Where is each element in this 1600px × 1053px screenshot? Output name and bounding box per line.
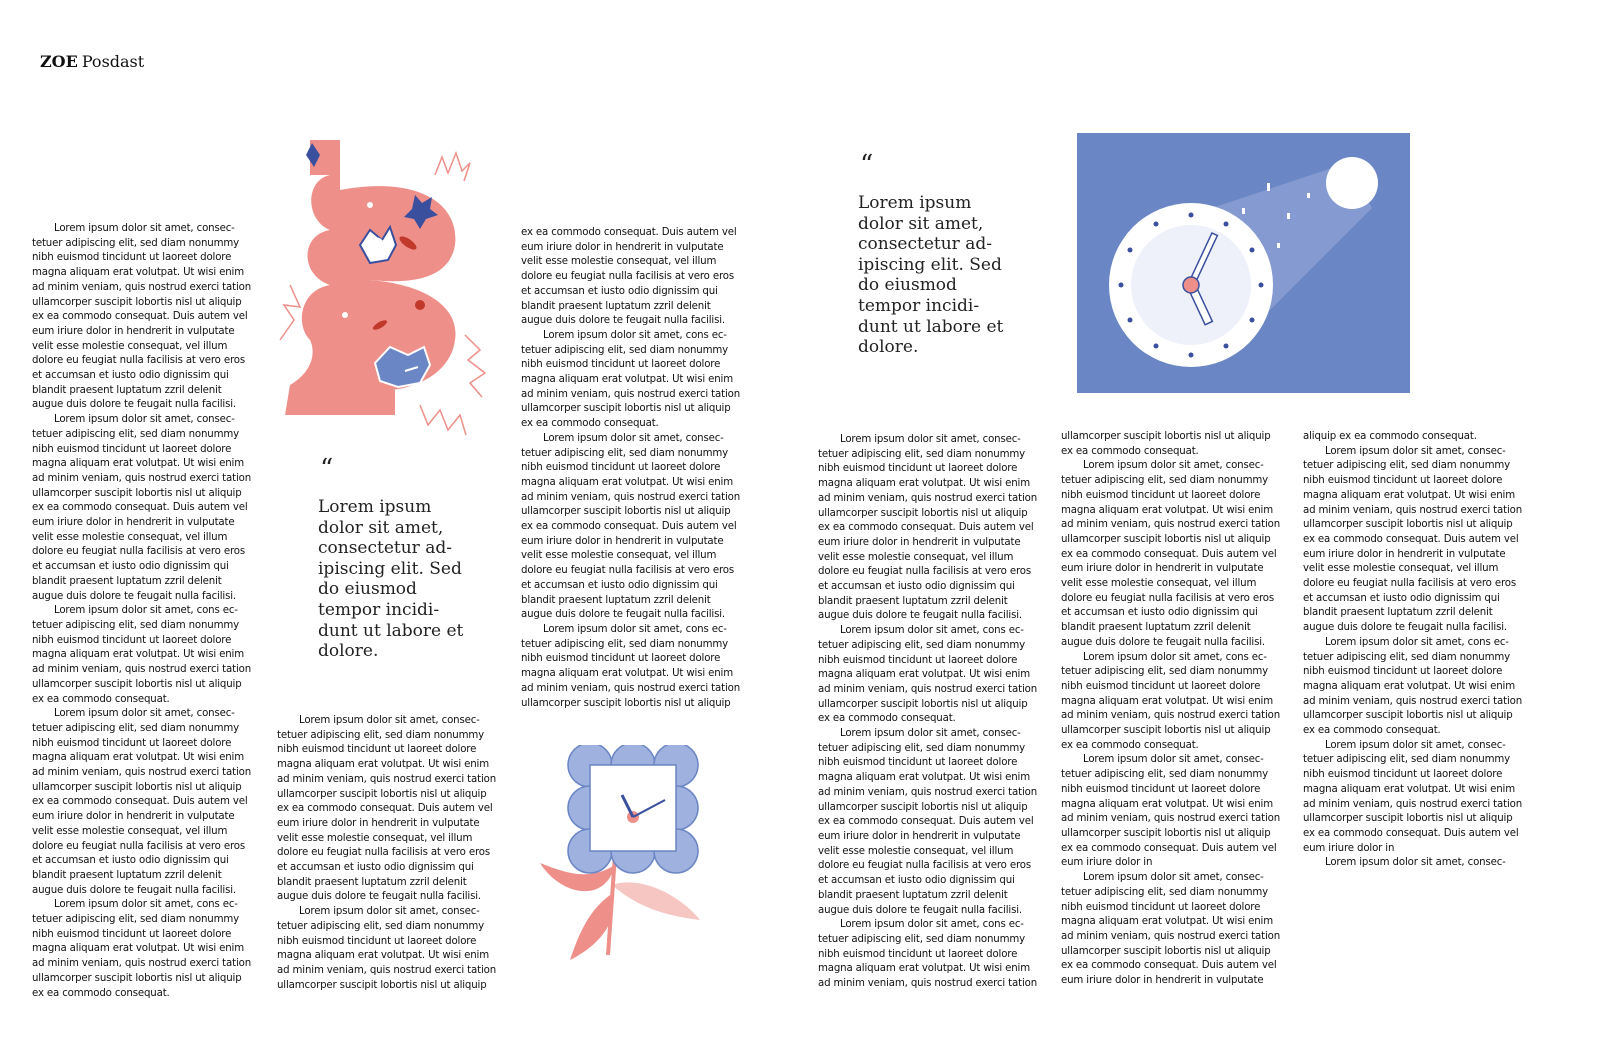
text-line: augue duis dolore te feugait nulla facilisi. <box>521 609 725 621</box>
text-line: nibh euismod tincidunt ut laoreet dolore <box>818 757 1018 769</box>
text-line: Lorem ipsum dolor sit amet, cons ec- <box>543 623 727 635</box>
text-line: ad minim veniam, quis nostrud exerci tation <box>818 492 1038 504</box>
paragraph <box>1303 856 1528 871</box>
text-line: Lorem ipsum dolor sit amet, cons ec- <box>840 625 1024 637</box>
text-line: Lorem ipsum dolor sit amet, consec- <box>54 414 235 426</box>
text-line: magna aliquam erat volutpat. Ut wisi enim <box>32 458 245 470</box>
quote-mark: “ <box>320 454 334 484</box>
text-line: nibh euismod tincidunt ut laoreet dolore <box>1061 489 1261 501</box>
paragraph <box>1061 871 1286 989</box>
paragraph <box>521 329 746 432</box>
paragraph <box>818 624 1043 727</box>
quote-line: tempor incidi- <box>858 295 980 316</box>
text-line: et accumsan et iusto odio dignissim qui <box>32 561 229 573</box>
text-line: ex ea commodo consequat. Duis autem vel <box>1061 960 1277 972</box>
text-line: eum iriure dolor in hendrerit in vulputate <box>818 830 1021 842</box>
paragraph <box>1303 636 1528 739</box>
text-line: magna aliquam erat volutpat. Ut wisi enim <box>818 669 1031 681</box>
text-line: nibh euismod tincidunt ut laoreet dolore <box>818 463 1018 475</box>
text-line: ullamcorper suscipit lobortis nisl ut aliquip <box>277 788 487 800</box>
text-line: ullamcorper suscipit lobortis nisl ut aliquip <box>818 801 1028 813</box>
quote-line: dolore. <box>858 337 919 358</box>
paragraph <box>277 714 502 905</box>
text-line: ullamcorper suscipit lobortis nisl ut aliquip <box>818 507 1028 519</box>
paragraph <box>1061 753 1286 871</box>
text-line: ad minim veniam, quis nostrud exerci tation <box>818 683 1038 695</box>
paragraph <box>818 433 1043 624</box>
text-line: ullamcorper suscipit lobortis nisl ut aliquip <box>818 698 1028 710</box>
quote-line: Lorem ipsum <box>858 193 972 213</box>
text-line: dolore eu feugiat nulla facilisis at vero eros <box>32 355 246 367</box>
quote-mark: “ <box>860 150 874 180</box>
text-column-5 <box>1061 430 1286 989</box>
text-line: ad minim veniam, quis nostrud exerci tation <box>1061 813 1281 825</box>
text-line: nibh euismod tincidunt ut laoreet dolore <box>521 462 721 474</box>
quote-line: ipiscing elit. Sed <box>318 558 462 579</box>
text-line: ex ea commodo consequat. Duis autem vel <box>1303 533 1519 545</box>
text-line: et accumsan et iusto odio dignissim qui <box>32 855 229 867</box>
text-line: ullamcorper suscipit lobortis nisl ut aliquip <box>1303 710 1513 722</box>
text-line: et accumsan et iusto odio dignissim qui <box>818 875 1015 887</box>
text-line: ad minim veniam, quis nostrud exerci tation <box>277 773 497 785</box>
text-line: ullamcorper suscipit lobortis nisl ut aliquip <box>1061 533 1271 545</box>
text-line: magna aliquam erat volutpat. Ut wisi enim <box>521 374 734 386</box>
quote-line: do eiusmod <box>318 579 417 600</box>
text-line: aliquip ex ea commodo consequat. <box>1303 431 1477 442</box>
text-line: ad minim veniam, quis nostrud exerci tation <box>521 388 741 400</box>
text-line: ex ea commodo consequat. Duis autem vel <box>277 803 493 815</box>
paragraph <box>32 222 257 413</box>
text-line: magna aliquam erat volutpat. Ut wisi enim <box>1061 695 1274 707</box>
text-line: augue duis dolore te feugait nulla facilisi. <box>1303 622 1507 634</box>
text-line: Lorem ipsum dolor sit amet, consec- <box>299 906 480 918</box>
text-line: blandit praesent luptatum zzril delenit <box>1061 622 1251 634</box>
paragraph <box>1061 651 1286 754</box>
paragraph <box>32 413 257 604</box>
text-line: ullamcorper suscipit lobortis nisl ut aliquip <box>521 506 731 518</box>
text-line: dolore eu feugiat nulla facilisis at vero eros <box>1303 578 1517 590</box>
text-line: ullamcorper suscipit lobortis nisl ut aliquip <box>1303 519 1513 531</box>
text-line: et accumsan et iusto odio dignissim qui <box>521 579 718 591</box>
text-line: dolore eu feugiat nulla facilisis at vero eros <box>818 566 1032 578</box>
flower-clock-illustration <box>530 745 720 960</box>
text-line: ex ea commodo consequat. <box>1061 739 1199 751</box>
text-line: Lorem ipsum dolor sit amet, consec- <box>299 715 480 726</box>
text-line: nibh euismod tincidunt ut laoreet dolore <box>1303 475 1503 487</box>
text-column-3 <box>521 226 746 711</box>
text-line: magna aliquam erat volutpat. Ut wisi enim <box>1303 489 1516 501</box>
text-line: nibh euismod tincidunt ut laoreet dolore <box>277 744 477 756</box>
quote-line: dolor sit amet, <box>858 213 984 234</box>
text-line: blandit praesent luptatum zzril delenit <box>32 384 222 396</box>
paragraph <box>277 905 502 993</box>
text-line: ad minim veniam, quis nostrud exerci tation <box>32 281 252 293</box>
text-line: nibh euismod tincidunt ut laoreet dolore <box>818 948 1018 960</box>
text-line: velit esse molestie consequat, vel illum <box>521 256 717 268</box>
text-line: nibh euismod tincidunt ut laoreet dolore <box>32 928 232 940</box>
paragraph <box>521 623 746 711</box>
text-line: Lorem ipsum dolor sit amet, cons ec- <box>543 329 727 341</box>
text-line: magna aliquam erat volutpat. Ut wisi enim <box>1061 916 1274 928</box>
quote-line: do eiusmod <box>858 275 957 296</box>
text-line: ex ea commodo consequat. Duis autem vel <box>818 522 1034 534</box>
text-line: tetuer adipiscing elit, sed diam nonummy <box>32 914 240 926</box>
text-line: ex ea commodo consequat. <box>32 987 170 999</box>
paragraph <box>1303 430 1528 445</box>
text-line: tetuer adipiscing elit, sed diam nonummy <box>521 344 729 356</box>
text-line: ad minim veniam, quis nostrud exerci tation <box>521 491 741 503</box>
text-line: tetuer adipiscing elit, sed diam nonummy <box>277 729 485 741</box>
text-line: Lorem ipsum dolor sit amet, consec- <box>1325 445 1506 457</box>
text-line: dolore eu feugiat nulla facilisis at vero eros <box>1061 592 1275 604</box>
text-line: Lorem ipsum dolor sit amet, consec- <box>1083 754 1264 766</box>
text-line: magna aliquam erat volutpat. Ut wisi enim <box>277 759 490 771</box>
paragraph <box>521 432 746 623</box>
text-line: Lorem ipsum dolor sit amet, consec- <box>1325 739 1506 751</box>
text-line: augue duis dolore te feugait nulla facilisi. <box>32 399 236 411</box>
text-line: blandit praesent luptatum zzril delenit <box>818 889 1008 901</box>
text-line: eum iriure dolor in hendrerit in vulputate <box>521 535 724 547</box>
text-line: augue duis dolore te feugait nulla facilisi. <box>32 884 236 896</box>
text-line: tetuer adipiscing elit, sed diam nonummy <box>32 722 240 734</box>
text-line: blandit praesent luptatum zzril delenit <box>1303 607 1493 619</box>
text-line: ullamcorper suscipit lobortis nisl ut aliquip <box>1061 827 1271 839</box>
text-line: eum iriure dolor in hendrerit in vulputate <box>1303 548 1506 560</box>
text-line: ullamcorper suscipit lobortis nisl ut aliquip <box>277 979 487 991</box>
text-line: Lorem ipsum dolor sit amet, cons ec- <box>840 919 1024 931</box>
text-line: dolore eu feugiat nulla facilisis at vero eros <box>818 860 1032 872</box>
text-line: ex ea commodo consequat. <box>32 693 170 705</box>
text-line: magna aliquam erat volutpat. Ut wisi enim <box>32 267 245 279</box>
text-line: augue duis dolore te feugait nulla facilisi. <box>32 590 236 602</box>
quote-line: ipiscing elit. Sed <box>858 254 1002 275</box>
text-line: et accumsan et iusto odio dignissim qui <box>32 370 229 382</box>
text-line: ad minim veniam, quis nostrud exerci tation <box>32 664 252 676</box>
text-line: blandit praesent luptatum zzril delenit <box>32 575 222 587</box>
text-line: ex ea commodo consequat. Duis autem vel <box>521 521 737 533</box>
text-line: velit esse molestie consequat, vel illum <box>32 825 228 837</box>
quote-line: dunt ut labore et <box>318 620 464 641</box>
text-line: nibh euismod tincidunt ut laoreet dolore <box>521 653 721 665</box>
text-line: et accumsan et iusto odio dignissim qui <box>521 285 718 297</box>
text-line: augue duis dolore te feugait nulla facilisi. <box>1061 636 1265 648</box>
text-line: ad minim veniam, quis nostrud exerci tation <box>1303 798 1523 810</box>
text-line: tetuer adipiscing elit, sed diam nonummy <box>1303 460 1511 472</box>
text-line: eum iriure dolor in hendrerit in vulputate <box>32 325 235 337</box>
text-line: blandit praesent luptatum zzril delenit <box>521 594 711 606</box>
paragraph <box>1303 739 1528 857</box>
text-line: ad minim veniam, quis nostrud exerci tation <box>32 767 252 779</box>
text-line: ullamcorper suscipit lobortis nisl ut aliquip <box>1061 431 1271 442</box>
paragraph <box>1061 459 1286 650</box>
text-line: tetuer adipiscing elit, sed diam nonummy <box>1303 754 1511 766</box>
text-line: magna aliquam erat volutpat. Ut wisi enim <box>818 963 1031 975</box>
text-line: nibh euismod tincidunt ut laoreet dolore <box>1061 680 1261 692</box>
text-line: nibh euismod tincidunt ut laoreet dolore <box>32 634 232 646</box>
text-line: tetuer adipiscing elit, sed diam nonummy <box>818 448 1026 460</box>
text-line: ex ea commodo consequat. Duis autem vel <box>521 227 737 238</box>
text-line: velit esse molestie consequat, vel illum <box>521 550 717 562</box>
text-line: ad minim veniam, quis nostrud exerci tation <box>277 964 497 976</box>
text-line: nibh euismod tincidunt ut laoreet dolore <box>32 252 232 264</box>
text-line: Lorem ipsum dolor sit amet, consec- <box>840 434 1021 445</box>
text-line: Lorem ipsum dolor sit amet, consec- <box>543 432 724 444</box>
text-line: magna aliquam erat volutpat. Ut wisi enim <box>1061 504 1274 516</box>
text-line: ad minim veniam, quis nostrud exerci tation <box>818 786 1038 798</box>
text-line: ad minim veniam, quis nostrud exerci tation <box>1303 504 1523 516</box>
text-line: velit esse molestie consequat, vel illum <box>277 832 473 844</box>
text-column-6 <box>1303 430 1528 871</box>
text-line: magna aliquam erat volutpat. Ut wisi enim <box>521 668 734 680</box>
text-line: magna aliquam erat volutpat. Ut wisi enim <box>1061 798 1274 810</box>
brand-rest: Posdast <box>81 52 145 71</box>
text-line: tetuer adipiscing elit, sed diam nonummy <box>818 742 1026 754</box>
text-line: ullamcorper suscipit lobortis nisl ut aliquip <box>32 487 242 499</box>
paragraph <box>818 727 1043 918</box>
text-line: ex ea commodo consequat. <box>521 418 659 430</box>
paragraph <box>1303 445 1528 636</box>
text-line: nibh euismod tincidunt ut laoreet dolore <box>521 359 721 371</box>
paragraph <box>521 226 746 329</box>
text-line: dolore eu feugiat nulla facilisis at vero eros <box>521 271 735 283</box>
text-line: eum iriure dolor in hendrerit in vulputate <box>32 517 235 529</box>
text-line: Lorem ipsum dolor sit amet, cons ec- <box>54 899 238 911</box>
text-line: et accumsan et iusto odio dignissim qui <box>277 862 474 874</box>
text-line: ad minim veniam, quis nostrud exerci tation <box>1303 695 1523 707</box>
text-line: ullamcorper suscipit lobortis nisl ut aliquip <box>32 678 242 690</box>
text-line: eum iriure dolor in hendrerit in vulputate <box>818 536 1021 548</box>
text-line: ad minim veniam, quis nostrud exerci tation <box>521 682 741 694</box>
text-line: tetuer adipiscing elit, sed diam nonummy <box>521 447 729 459</box>
text-line: ullamcorper suscipit lobortis nisl ut aliquip <box>32 781 242 793</box>
text-line: velit esse molestie consequat, vel illum <box>818 845 1014 857</box>
text-line: Lorem ipsum dolor sit amet, consec- <box>1083 872 1264 884</box>
text-line: ex ea commodo consequat. Duis autem vel <box>1061 842 1277 854</box>
text-line: tetuer adipiscing elit, sed diam nonummy <box>818 639 1026 651</box>
text-column-2 <box>277 714 502 993</box>
quote-line: consectetur ad- <box>858 234 992 255</box>
text-line: Lorem ipsum dolor sit amet, consec- <box>54 223 235 234</box>
text-line: velit esse molestie consequat, vel illum <box>32 531 228 543</box>
text-line: Lorem ipsum dolor sit amet, cons ec- <box>1083 651 1267 663</box>
text-line: tetuer adipiscing elit, sed diam nonummy <box>1303 651 1511 663</box>
text-line: ex ea commodo consequat. <box>818 713 956 725</box>
text-line: ex ea commodo consequat. <box>1061 445 1199 457</box>
text-line: ex ea commodo consequat. Duis autem vel <box>32 311 248 323</box>
text-line: dolore eu feugiat nulla facilisis at vero eros <box>521 565 735 577</box>
text-line: magna aliquam erat volutpat. Ut wisi enim <box>521 476 734 488</box>
text-line: nibh euismod tincidunt ut laoreet dolore <box>32 737 232 749</box>
text-line: ex ea commodo consequat. <box>1303 725 1441 737</box>
text-line: ex ea commodo consequat. Duis autem vel <box>1061 548 1277 560</box>
quote-line: tempor incidi- <box>318 599 440 620</box>
paragraph <box>32 707 257 898</box>
text-line: blandit praesent luptatum zzril delenit <box>277 876 467 888</box>
text-line: nibh euismod tincidunt ut laoreet dolore <box>32 443 232 455</box>
text-line: magna aliquam erat volutpat. Ut wisi enim <box>818 478 1031 490</box>
text-line: ex ea commodo consequat. Duis autem vel <box>32 502 248 514</box>
paragraph <box>1061 430 1286 459</box>
text-line: tetuer adipiscing elit, sed diam nonummy <box>1061 769 1269 781</box>
quote-line: dolor sit amet, <box>318 517 444 538</box>
text-line: magna aliquam erat volutpat. Ut wisi enim <box>818 772 1031 784</box>
text-line: ad minim veniam, quis nostrud exerci tation <box>1061 930 1281 942</box>
brand <box>40 52 144 71</box>
text-line: blandit praesent luptatum zzril delenit <box>521 300 711 312</box>
text-line: velit esse molestie consequat, vel illum <box>818 551 1014 563</box>
text-line: blandit praesent luptatum zzril delenit <box>32 869 222 881</box>
text-line: magna aliquam erat volutpat. Ut wisi enim <box>32 649 245 661</box>
text-line: ullamcorper suscipit lobortis nisl ut aliquip <box>1061 725 1271 737</box>
text-line: nibh euismod tincidunt ut laoreet dolore <box>1061 901 1261 913</box>
text-line: Lorem ipsum dolor sit amet, cons ec- <box>54 605 238 617</box>
text-line: ex ea commodo consequat. Duis autem vel <box>32 796 248 808</box>
pull-quote <box>318 497 463 662</box>
text-line: ad minim veniam, quis nostrud exerci tation <box>1061 710 1281 722</box>
text-line: et accumsan et iusto odio dignissim qui <box>1303 592 1500 604</box>
text-line: ullamcorper suscipit lobortis nisl ut aliquip <box>32 972 242 984</box>
paragraph <box>818 918 1043 992</box>
text-line: Lorem ipsum dolor sit amet, consec- <box>840 728 1021 740</box>
text-line: augue duis dolore te feugait nulla facilisi. <box>818 904 1022 916</box>
quote-line: consectetur ad- <box>318 538 452 559</box>
text-line: et accumsan et iusto odio dignissim qui <box>1061 607 1258 619</box>
text-line: Lorem ipsum dolor sit amet, consec- <box>1325 857 1506 869</box>
text-line: velit esse molestie consequat, vel illum <box>1303 563 1499 575</box>
paragraph <box>32 604 257 707</box>
text-line: ullamcorper suscipit lobortis nisl ut aliquip <box>521 697 731 709</box>
text-line: ullamcorper suscipit lobortis nisl ut aliquip <box>1061 945 1271 957</box>
text-line: eum iriure dolor in hendrerit in vulputate <box>521 241 724 253</box>
text-line: Lorem ipsum dolor sit amet, cons ec- <box>1325 636 1509 648</box>
quote-line: dolore. <box>318 641 379 662</box>
text-line: tetuer adipiscing elit, sed diam nonummy <box>32 619 240 631</box>
text-line: ullamcorper suscipit lobortis nisl ut aliquip <box>1303 813 1513 825</box>
text-line: eum iriure dolor in hendrerit in vulputate <box>1061 975 1264 987</box>
text-line: eum iriure dolor in hendrerit in vulputate <box>1061 563 1264 575</box>
text-line: ex ea commodo consequat. Duis autem vel <box>1303 827 1519 839</box>
text-line: magna aliquam erat volutpat. Ut wisi enim <box>32 943 245 955</box>
text-line: magna aliquam erat volutpat. Ut wisi enim <box>1303 783 1516 795</box>
quote-line: Lorem ipsum <box>318 497 432 517</box>
text-line: blandit praesent luptatum zzril delenit <box>818 595 1008 607</box>
brand-bold: ZOE <box>40 52 78 71</box>
text-line: augue duis dolore te feugait nulla facilisi. <box>277 891 481 903</box>
text-line: nibh euismod tincidunt ut laoreet dolore <box>1061 783 1261 795</box>
text-line: eum iriure dolor in <box>1303 842 1395 854</box>
text-line: tetuer adipiscing elit, sed diam nonummy <box>1061 475 1269 487</box>
text-line: velit esse molestie consequat, vel illum <box>1061 578 1257 590</box>
text-line: nibh euismod tincidunt ut laoreet dolore <box>1303 769 1503 781</box>
text-line: Lorem ipsum dolor sit amet, consec- <box>1083 460 1264 472</box>
text-line: ad minim veniam, quis nostrud exerci tation <box>32 958 252 970</box>
text-line: ullamcorper suscipit lobortis nisl ut aliquip <box>32 296 242 308</box>
text-line: tetuer adipiscing elit, sed diam nonummy <box>32 428 240 440</box>
comet-clock-illustration <box>1077 133 1410 393</box>
text-line: Lorem ipsum dolor sit amet, consec- <box>54 708 235 720</box>
text-line: nibh euismod tincidunt ut laoreet dolore <box>277 935 477 947</box>
gut-illustration <box>270 135 500 445</box>
text-line: dolore eu feugiat nulla facilisis at vero eros <box>32 546 246 558</box>
text-line: magna aliquam erat volutpat. Ut wisi enim <box>277 950 490 962</box>
text-line: eum iriure dolor in hendrerit in vulputate <box>277 817 480 829</box>
paragraph <box>32 898 257 1001</box>
text-line: ex ea commodo consequat. Duis autem vel <box>818 816 1034 828</box>
text-line: dolore eu feugiat nulla facilisis at vero eros <box>277 847 491 859</box>
text-line: velit esse molestie consequat, vel illum <box>32 340 228 352</box>
text-line: ullamcorper suscipit lobortis nisl ut aliquip <box>521 403 731 415</box>
pull-quote <box>858 193 1003 358</box>
text-line: tetuer adipiscing elit, sed diam nonummy <box>1061 886 1269 898</box>
text-line: eum iriure dolor in hendrerit in vulputate <box>32 811 235 823</box>
text-column-4 <box>818 433 1043 992</box>
text-line: eum iriure dolor in <box>1061 857 1153 869</box>
text-line: ad minim veniam, quis nostrud exerci tation <box>1061 519 1281 531</box>
text-line: tetuer adipiscing elit, sed diam nonummy <box>521 638 729 650</box>
text-line: ad minim veniam, quis nostrud exerci tation <box>818 978 1038 990</box>
text-column-1 <box>32 222 257 1001</box>
text-line: magna aliquam erat volutpat. Ut wisi enim <box>1303 680 1516 692</box>
text-line: et accumsan et iusto odio dignissim qui <box>818 581 1015 593</box>
text-line: tetuer adipiscing elit, sed diam nonummy <box>32 237 240 249</box>
text-line: nibh euismod tincidunt ut laoreet dolore <box>818 654 1018 666</box>
text-line: magna aliquam erat volutpat. Ut wisi enim <box>32 752 245 764</box>
quote-line: dunt ut labore et <box>858 316 1004 337</box>
text-line: ad minim veniam, quis nostrud exerci tation <box>32 472 252 484</box>
text-line: tetuer adipiscing elit, sed diam nonummy <box>1061 666 1269 678</box>
text-line: tetuer adipiscing elit, sed diam nonummy <box>277 920 485 932</box>
text-line: augue duis dolore te feugait nulla facilisi. <box>521 315 725 327</box>
text-line: nibh euismod tincidunt ut laoreet dolore <box>1303 666 1503 678</box>
text-line: augue duis dolore te feugait nulla facilisi. <box>818 610 1022 622</box>
text-line: tetuer adipiscing elit, sed diam nonummy <box>818 933 1026 945</box>
text-line: dolore eu feugiat nulla facilisis at vero eros <box>32 840 246 852</box>
